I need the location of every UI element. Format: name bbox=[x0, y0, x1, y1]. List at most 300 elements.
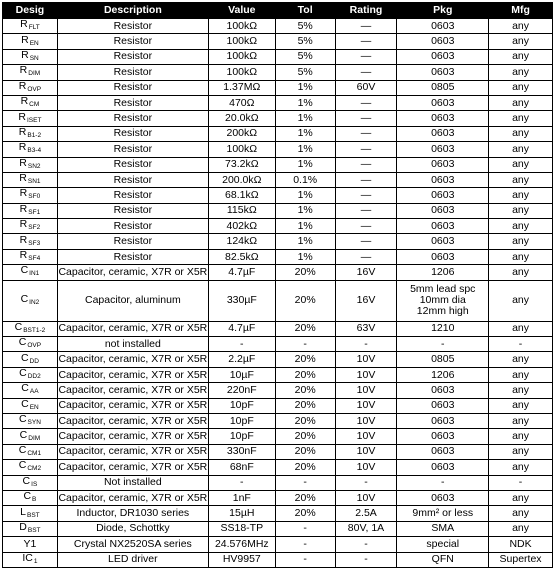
header-value: Value bbox=[208, 3, 275, 19]
rating-cell: - bbox=[335, 337, 397, 352]
value-cell: 100kΩ bbox=[208, 65, 275, 80]
desig-subscript: IS bbox=[31, 480, 38, 488]
table-row bbox=[3, 80, 553, 95]
desig-cell bbox=[3, 172, 58, 187]
desig-subscript: B bbox=[32, 496, 37, 504]
table-row bbox=[3, 234, 553, 249]
tol-cell: - bbox=[275, 537, 335, 552]
tol-cell: 1% bbox=[275, 95, 335, 110]
rating-cell: — bbox=[335, 157, 397, 172]
description-cell: LED driver bbox=[57, 552, 208, 567]
description-cell: Capacitor, ceramic, X7R or X5R bbox=[57, 352, 208, 367]
description-cell: Resistor bbox=[57, 234, 208, 249]
rating-cell: 10V bbox=[335, 460, 397, 475]
mfg-cell: any bbox=[489, 280, 553, 321]
desig-cell bbox=[3, 521, 58, 536]
desig-letter: C bbox=[20, 351, 29, 364]
pkg-cell: 0603 bbox=[397, 111, 489, 126]
desig-cell bbox=[3, 111, 58, 126]
desig-subscript: BST bbox=[27, 511, 40, 519]
desig-subscript: CM2 bbox=[27, 465, 42, 473]
description-cell: not installed bbox=[57, 337, 208, 352]
rating-cell: — bbox=[335, 203, 397, 218]
description-cell: Resistor bbox=[57, 111, 208, 126]
rating-cell: 60V bbox=[335, 80, 397, 95]
desig-subscript: ISET bbox=[27, 116, 42, 124]
desig-cell bbox=[3, 265, 58, 280]
value-cell: 10pF bbox=[208, 413, 275, 428]
pkg-cell: QFN bbox=[397, 552, 489, 567]
mfg-cell: any bbox=[489, 157, 553, 172]
pkg-cell: 0603 bbox=[397, 126, 489, 141]
desig-cell bbox=[3, 19, 58, 34]
table-row bbox=[3, 352, 553, 367]
desig-cell bbox=[3, 475, 58, 490]
tol-cell: 1% bbox=[275, 142, 335, 157]
rating-cell: 10V bbox=[335, 352, 397, 367]
description-cell: Capacitor, ceramic, X7R or X5R bbox=[57, 444, 208, 459]
desig-letter: Y1 bbox=[23, 537, 37, 550]
desig-letter: R bbox=[18, 141, 27, 154]
value-cell: 100kΩ bbox=[208, 142, 275, 157]
desig-subscript: SF3 bbox=[28, 239, 41, 247]
pkg-cell: 0603 bbox=[397, 249, 489, 264]
pkg-cell: 0603 bbox=[397, 490, 489, 505]
desig-cell bbox=[3, 142, 58, 157]
desig-subscript: SN2 bbox=[27, 162, 41, 170]
description-cell: Resistor bbox=[57, 219, 208, 234]
pkg-cell: 0603 bbox=[397, 157, 489, 172]
desig-letter: C bbox=[19, 367, 27, 379]
rating-cell: - bbox=[335, 475, 397, 490]
tol-cell: 20% bbox=[275, 367, 335, 382]
pkg-cell: 0603 bbox=[397, 203, 489, 218]
table-row bbox=[3, 490, 553, 505]
desig-subscript: SF4 bbox=[28, 255, 41, 263]
desig-letter: C bbox=[18, 413, 27, 426]
pkg-cell: 0603 bbox=[397, 460, 489, 475]
tol-cell: 0.1% bbox=[275, 172, 335, 187]
mfg-cell: any bbox=[489, 126, 553, 141]
mfg-cell: any bbox=[489, 521, 553, 536]
rating-cell: — bbox=[335, 172, 397, 187]
mfg-cell: any bbox=[489, 321, 553, 336]
rating-cell: — bbox=[335, 249, 397, 264]
value-cell: 10pF bbox=[208, 429, 275, 444]
rating-cell: 10V bbox=[335, 413, 397, 428]
desig-letter: R bbox=[19, 172, 27, 185]
table-row bbox=[3, 219, 553, 234]
pkg-cell: 0603 bbox=[397, 444, 489, 459]
mfg-cell: any bbox=[489, 444, 553, 459]
desig-letter: C bbox=[20, 264, 29, 277]
table-row bbox=[3, 157, 553, 172]
desig-cell bbox=[3, 49, 58, 64]
rating-cell: — bbox=[335, 188, 397, 203]
desig-cell bbox=[3, 444, 58, 459]
desig-cell bbox=[3, 321, 58, 336]
desig-cell bbox=[3, 398, 58, 413]
desig-subscript: CM1 bbox=[27, 449, 42, 457]
table-row bbox=[3, 506, 553, 521]
desig-letter: R bbox=[19, 64, 28, 77]
rating-cell: — bbox=[335, 126, 397, 141]
desig-subscript: SF0 bbox=[28, 193, 41, 201]
description-cell: Resistor bbox=[57, 19, 208, 34]
mfg-cell: any bbox=[489, 490, 553, 505]
description-cell: Resistor bbox=[57, 172, 208, 187]
description-cell: Not installed bbox=[57, 475, 208, 490]
rating-cell: — bbox=[335, 34, 397, 49]
description-cell: Capacitor, ceramic, X7R or X5R bbox=[57, 383, 208, 398]
desig-cell bbox=[3, 383, 58, 398]
desig-cell bbox=[3, 80, 58, 95]
table-row bbox=[3, 95, 553, 110]
table-row bbox=[3, 429, 553, 444]
value-cell: 100kΩ bbox=[208, 19, 275, 34]
mfg-cell: any bbox=[489, 429, 553, 444]
mfg-cell: any bbox=[489, 506, 553, 521]
value-cell: 220nF bbox=[208, 383, 275, 398]
desig-subscript: OVP bbox=[27, 85, 42, 93]
mfg-cell: - bbox=[489, 475, 553, 490]
description-cell: Resistor bbox=[57, 49, 208, 64]
desig-cell bbox=[3, 157, 58, 172]
pkg-cell: - bbox=[397, 337, 489, 352]
desig-cell bbox=[3, 219, 58, 234]
desig-subscript: B1-2 bbox=[27, 131, 42, 139]
desig-letter: C bbox=[18, 459, 27, 472]
rating-cell: — bbox=[335, 219, 397, 234]
mfg-cell: Supertex bbox=[489, 552, 553, 567]
rating-cell: 10V bbox=[335, 429, 397, 444]
rating-cell: 63V bbox=[335, 321, 397, 336]
desig-letter: C bbox=[21, 398, 29, 410]
desig-letter: R bbox=[19, 218, 28, 231]
desig-letter: D bbox=[19, 521, 27, 533]
table-row bbox=[3, 126, 553, 141]
bom-body bbox=[3, 19, 553, 568]
desig-letter: R bbox=[20, 95, 29, 108]
tol-cell: - bbox=[275, 337, 335, 352]
rating-cell: — bbox=[335, 142, 397, 157]
value-cell: 124kΩ bbox=[208, 234, 275, 249]
table-row bbox=[3, 321, 553, 336]
desig-letter: R bbox=[19, 233, 28, 246]
desig-cell bbox=[3, 337, 58, 352]
description-cell: Resistor bbox=[57, 249, 208, 264]
rating-cell: 2.5A bbox=[335, 506, 397, 521]
desig-subscript: SF1 bbox=[28, 208, 41, 216]
rating-cell: — bbox=[335, 65, 397, 80]
value-cell: 10pF bbox=[208, 398, 275, 413]
desig-subscript: FLT bbox=[28, 24, 40, 32]
desig-letter: IC bbox=[22, 552, 33, 564]
desig-cell bbox=[3, 429, 58, 444]
rating-cell: 16V bbox=[335, 265, 397, 280]
desig-subscript: DIM bbox=[28, 70, 41, 78]
rating-cell: 10V bbox=[335, 398, 397, 413]
description-cell: Capacitor, ceramic, X7R or X5R bbox=[57, 413, 208, 428]
mfg-cell: any bbox=[489, 49, 553, 64]
table-row bbox=[3, 444, 553, 459]
description-cell: Inductor, DR1030 series bbox=[57, 506, 208, 521]
tol-cell: 20% bbox=[275, 352, 335, 367]
value-cell: - bbox=[208, 337, 275, 352]
value-cell: 115kΩ bbox=[208, 203, 275, 218]
desig-cell bbox=[3, 203, 58, 218]
description-cell: Resistor bbox=[57, 80, 208, 95]
tol-cell: 20% bbox=[275, 429, 335, 444]
value-cell: 1nF bbox=[208, 490, 275, 505]
pkg-cell: SMA bbox=[397, 521, 489, 536]
rating-cell: 16V bbox=[335, 280, 397, 321]
description-cell: Capacitor, ceramic, X7R or X5R bbox=[57, 321, 208, 336]
header-rating: Rating bbox=[335, 3, 397, 19]
tol-cell: 5% bbox=[275, 34, 335, 49]
description-cell: Capacitor, ceramic, X7R or X5R bbox=[57, 460, 208, 475]
table-row bbox=[3, 111, 553, 126]
rating-cell: 10V bbox=[335, 383, 397, 398]
rating-cell: — bbox=[335, 95, 397, 110]
table-row bbox=[3, 249, 553, 264]
bom-table bbox=[2, 2, 553, 568]
table-row bbox=[3, 203, 553, 218]
tol-cell: 1% bbox=[275, 157, 335, 172]
desig-cell bbox=[3, 506, 58, 521]
mfg-cell: any bbox=[489, 460, 553, 475]
desig-subscript: BST1-2 bbox=[23, 326, 46, 334]
value-cell: 330nF bbox=[208, 444, 275, 459]
value-cell: 15µH bbox=[208, 506, 275, 521]
table-row bbox=[3, 34, 553, 49]
tol-cell: - bbox=[275, 475, 335, 490]
desig-subscript: AA bbox=[29, 388, 39, 396]
mfg-cell: any bbox=[489, 413, 553, 428]
rating-cell: 80V, 1A bbox=[335, 521, 397, 536]
description-cell: Resistor bbox=[57, 95, 208, 110]
pkg-cell: 0603 bbox=[397, 219, 489, 234]
desig-subscript: B3-4 bbox=[27, 147, 42, 155]
header-mfg: Mfg bbox=[489, 3, 553, 19]
value-cell: 4.7µF bbox=[208, 265, 275, 280]
table-row bbox=[3, 188, 553, 203]
tol-cell: 1% bbox=[275, 80, 335, 95]
mfg-cell: any bbox=[489, 265, 553, 280]
desig-letter: R bbox=[19, 187, 28, 200]
desig-letter: C bbox=[14, 321, 23, 333]
mfg-cell: any bbox=[489, 383, 553, 398]
tol-cell: 20% bbox=[275, 280, 335, 321]
pkg-cell: 1206 bbox=[397, 265, 489, 280]
table-row bbox=[3, 337, 553, 352]
tol-cell: 20% bbox=[275, 398, 335, 413]
mfg-cell: any bbox=[489, 80, 553, 95]
header-desig: Desig bbox=[3, 3, 58, 19]
table-row bbox=[3, 265, 553, 280]
mfg-cell: any bbox=[489, 234, 553, 249]
description-cell: Resistor bbox=[57, 188, 208, 203]
tol-cell: 1% bbox=[275, 249, 335, 264]
table-row bbox=[3, 65, 553, 80]
header-description: Description bbox=[57, 3, 208, 19]
desig-letter: C bbox=[18, 336, 27, 349]
tol-cell: 5% bbox=[275, 49, 335, 64]
desig-letter: R bbox=[20, 18, 28, 31]
tol-cell: 20% bbox=[275, 444, 335, 459]
value-cell: 4.7µF bbox=[208, 321, 275, 336]
mfg-cell: any bbox=[489, 398, 553, 413]
description-cell: Capacitor, ceramic, X7R or X5R bbox=[57, 429, 208, 444]
pkg-cell: 0603 bbox=[397, 49, 489, 64]
value-cell: 68.1kΩ bbox=[208, 188, 275, 203]
tol-cell: 5% bbox=[275, 65, 335, 80]
value-cell: SS18-TP bbox=[208, 521, 275, 536]
desig-letter: C bbox=[19, 428, 28, 441]
value-cell: 10µF bbox=[208, 367, 275, 382]
rating-cell: — bbox=[335, 111, 397, 126]
desig-letter: R bbox=[19, 203, 28, 215]
pkg-cell: 0603 bbox=[397, 234, 489, 249]
pkg-cell: 0603 bbox=[397, 429, 489, 444]
description-cell: Resistor bbox=[57, 142, 208, 157]
rating-cell: 10V bbox=[335, 444, 397, 459]
tol-cell: 1% bbox=[275, 111, 335, 126]
value-cell: 1.37MΩ bbox=[208, 80, 275, 95]
description-cell: Capacitor, aluminum bbox=[57, 280, 208, 321]
value-cell: - bbox=[208, 475, 275, 490]
table-row bbox=[3, 552, 553, 567]
table-row bbox=[3, 398, 553, 413]
desig-cell bbox=[3, 95, 58, 110]
table-row bbox=[3, 367, 553, 382]
mfg-cell: NDK bbox=[489, 537, 553, 552]
desig-cell bbox=[3, 537, 58, 552]
mfg-cell: any bbox=[489, 95, 553, 110]
desig-cell bbox=[3, 188, 58, 203]
tol-cell: - bbox=[275, 552, 335, 567]
desig-letter: R bbox=[18, 110, 26, 123]
table-row bbox=[3, 537, 553, 552]
value-cell: 73.2kΩ bbox=[208, 157, 275, 172]
desig-cell bbox=[3, 249, 58, 264]
tol-cell: - bbox=[275, 521, 335, 536]
tol-cell: 20% bbox=[275, 383, 335, 398]
value-cell: 100kΩ bbox=[208, 49, 275, 64]
pkg-cell: 0603 bbox=[397, 19, 489, 34]
mfg-cell: any bbox=[489, 203, 553, 218]
mfg-cell: any bbox=[489, 111, 553, 126]
pkg-cell: 9mm² or less bbox=[397, 506, 489, 521]
description-cell: Diode, Schottky bbox=[57, 521, 208, 536]
rating-cell: — bbox=[335, 19, 397, 34]
value-cell: 82.5kΩ bbox=[208, 249, 275, 264]
tol-cell: 1% bbox=[275, 234, 335, 249]
desig-subscript: EN bbox=[29, 39, 39, 47]
mfg-cell: any bbox=[489, 65, 553, 80]
desig-cell bbox=[3, 34, 58, 49]
tol-cell: 1% bbox=[275, 219, 335, 234]
value-cell: 330µF bbox=[208, 280, 275, 321]
table-row bbox=[3, 475, 553, 490]
mfg-cell: any bbox=[489, 34, 553, 49]
description-cell: Resistor bbox=[57, 203, 208, 218]
value-cell: 200kΩ bbox=[208, 126, 275, 141]
desig-cell bbox=[3, 460, 58, 475]
value-cell: 470Ω bbox=[208, 95, 275, 110]
header-tol: Tol bbox=[275, 3, 335, 19]
description-cell: Resistor bbox=[57, 65, 208, 80]
mfg-cell: - bbox=[489, 337, 553, 352]
value-cell: 402kΩ bbox=[208, 219, 275, 234]
desig-subscript: 1 bbox=[33, 557, 38, 565]
pkg-cell: 0603 bbox=[397, 95, 489, 110]
mfg-cell: any bbox=[489, 19, 553, 34]
tol-cell: 20% bbox=[275, 321, 335, 336]
table-row bbox=[3, 142, 553, 157]
mfg-cell: any bbox=[489, 352, 553, 367]
table-row bbox=[3, 49, 553, 64]
pkg-cell: 1206 bbox=[397, 367, 489, 382]
desig-subscript: OVP bbox=[27, 342, 42, 350]
desig-letter: R bbox=[18, 126, 27, 138]
description-cell: Resistor bbox=[57, 126, 208, 141]
pkg-cell: 0603 bbox=[397, 34, 489, 49]
desig-letter: C bbox=[21, 382, 29, 395]
pkg-cell: 0603 bbox=[397, 413, 489, 428]
desig-subscript: DD2 bbox=[27, 373, 41, 380]
rating-cell: - bbox=[335, 552, 397, 567]
desig-cell bbox=[3, 490, 58, 505]
mfg-cell: any bbox=[489, 249, 553, 264]
rating-cell: — bbox=[335, 49, 397, 64]
mfg-cell: any bbox=[489, 367, 553, 382]
pkg-cell: 0603 bbox=[397, 142, 489, 157]
description-cell: Crystal NX2520SA series bbox=[57, 537, 208, 552]
pkg-cell: special bbox=[397, 537, 489, 552]
rating-cell: 10V bbox=[335, 490, 397, 505]
tol-cell: 20% bbox=[275, 506, 335, 521]
mfg-cell: any bbox=[489, 172, 553, 187]
desig-cell bbox=[3, 234, 58, 249]
desig-cell bbox=[3, 280, 58, 321]
desig-subscript: IN2 bbox=[29, 298, 40, 306]
tol-cell: 5% bbox=[275, 19, 335, 34]
rating-cell: — bbox=[335, 234, 397, 249]
desig-letter: R bbox=[18, 80, 27, 92]
value-cell: 200.0kΩ bbox=[208, 172, 275, 187]
rating-cell: 10V bbox=[335, 367, 397, 382]
rating-cell: - bbox=[335, 537, 397, 552]
pkg-cell: 1210 bbox=[397, 321, 489, 336]
value-cell: 68nF bbox=[208, 460, 275, 475]
tol-cell: 1% bbox=[275, 188, 335, 203]
desig-subscript: SN bbox=[29, 54, 39, 62]
desig-cell bbox=[3, 65, 58, 80]
description-cell: Resistor bbox=[57, 157, 208, 172]
table-row bbox=[3, 383, 553, 398]
desig-cell bbox=[3, 126, 58, 141]
desig-letter: R bbox=[21, 33, 29, 46]
desig-subscript: SN1 bbox=[27, 178, 41, 186]
pkg-cell: - bbox=[397, 475, 489, 490]
desig-letter: C bbox=[22, 475, 31, 487]
table-row bbox=[3, 19, 553, 34]
desig-subscript: DD bbox=[29, 357, 39, 365]
tol-cell: 20% bbox=[275, 490, 335, 505]
tol-cell: 1% bbox=[275, 126, 335, 141]
pkg-cell: 0603 bbox=[397, 172, 489, 187]
